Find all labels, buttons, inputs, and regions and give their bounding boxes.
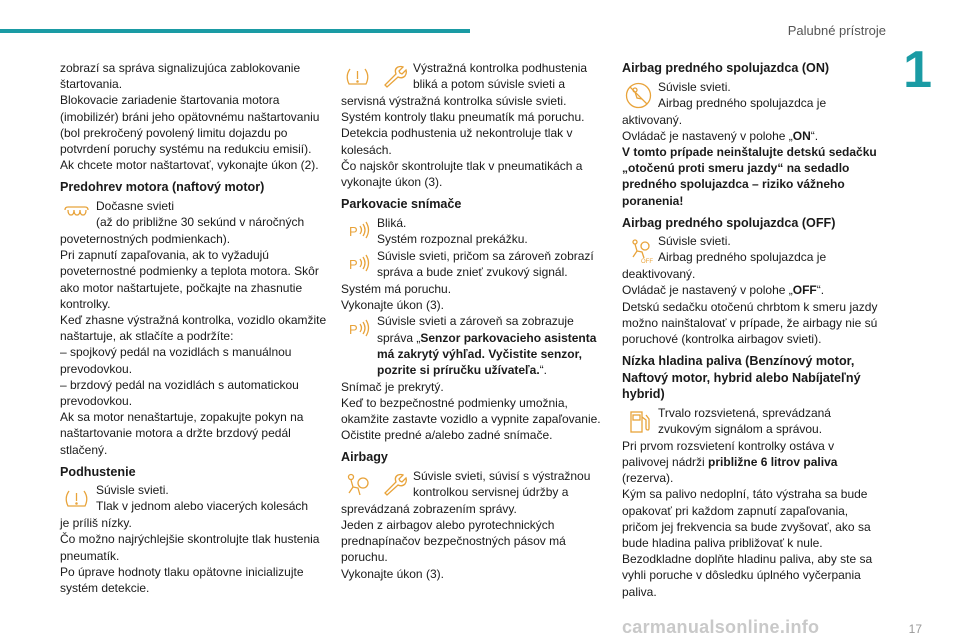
passenger-airbag-off-icon xyxy=(622,233,655,266)
icon-text: kontrolkou servisnej údržby a xyxy=(413,485,569,500)
paragraph: Ak chcete motor naštartovať, vykonajte úkon (2). xyxy=(60,158,319,173)
column-3 xyxy=(622,60,884,600)
column-1 xyxy=(60,60,328,596)
paragraph: Bezodkladne doplňte hladinu paliva, aby ste sa vyhli poruche v dôsledku úplného vyčerpania paliva. xyxy=(622,552,873,599)
sensor-message-paragraph xyxy=(341,330,609,379)
icon-text: Súvisle svieti, súvisí s výstražnou xyxy=(413,468,591,483)
watermark: carmanualsonline.info xyxy=(622,617,820,637)
fuel-row xyxy=(622,405,884,438)
parking-row-a xyxy=(341,215,609,248)
tyre-pressure-icon xyxy=(60,482,93,515)
tyre-pressure-icon xyxy=(341,60,374,93)
icon-text: Súvisle svieti. xyxy=(96,483,169,498)
heading-underinflation: Podhustenie xyxy=(60,464,136,479)
icon-text: Bliká. xyxy=(377,215,407,230)
heading-airbag-on: Airbag predného spolujazdca (ON) xyxy=(622,61,830,75)
svg-text:P: P xyxy=(349,322,358,338)
paragraph: Jeden z airbagov alebo pyrotechnických prednapínačov bezpečnostných pásov má poruchu. xyxy=(341,518,566,565)
icon-text: Trvalo rozsvietená, sprevádzaná xyxy=(658,405,831,420)
icon-text: (až do približne 30 sekúnd v náročných xyxy=(96,215,305,230)
parking-sensor-icon xyxy=(341,248,374,281)
wrench-icon xyxy=(377,60,410,93)
glow-plug-icon xyxy=(60,198,93,231)
parking-row-b xyxy=(341,248,609,281)
parking-sensor-icon xyxy=(341,215,374,248)
icon-text: Súvisle svieti a zároveň sa zobrazuje xyxy=(377,314,574,329)
preheat-row xyxy=(60,198,328,231)
paragraph: Pri zapnutí zapaľovania, ak to vyžadujú poveternostné podmienky a teplota motora. Skôr ako motor naštartujete, počkajte na zhasnutie kontrolky. xyxy=(60,248,319,311)
icon-text: Súvisle svieti, pričom sa zároveň zobrazí xyxy=(377,248,594,263)
text-run: Pri prvom rozsvietení kontrolky ostáva v palivovej nádrži xyxy=(622,438,835,469)
text-run: “. xyxy=(810,128,819,143)
paragraph: Kým sa palivo nedoplní, táto výstraha sa bude opakovať pri každom zapnutí zapaľovania, pričom jej frekvencia sa bude zvyšovať, ako sa bude hladina paliva približovať k nule. xyxy=(622,487,871,550)
section-title: Palubné prístroje xyxy=(787,23,886,38)
paragraph: Snímač je prekrytý. xyxy=(341,379,444,394)
paragraph: sprevádzaná zobrazením správy. xyxy=(341,501,517,516)
paragraph: Vykonajte úkon (3). xyxy=(341,566,444,581)
svg-text:P: P xyxy=(349,223,358,239)
paragraph: – spojkový pedál na vozidlách s manuálnou prevodovkou. xyxy=(60,345,292,376)
header-accent-bar xyxy=(0,29,470,33)
paragraph: Blokovacie zariadenie štartovania motora (imobilizér) bráni jeho opätovnému naštartovaniu (bol prekročený povolený limitu dojazdu po potvrdení poruchy systému na redukciu emisií). xyxy=(60,93,320,157)
parking-sensor-icon xyxy=(341,313,374,346)
paragraph xyxy=(622,128,884,144)
airbags-row xyxy=(341,468,609,501)
paragraph: servisná výstražná kontrolka súvisle svieti. xyxy=(341,94,567,108)
text-run: “. xyxy=(816,283,825,298)
paragraph: je príliš nízky. xyxy=(60,516,132,531)
wrench-icon xyxy=(377,468,410,501)
passenger-airbag-on-icon xyxy=(622,79,655,112)
icon-text: Tlak v jednom alebo viacerých kolesách xyxy=(96,499,309,514)
icon-text: Súvisle svieti. xyxy=(658,234,731,249)
icon-text: Súvisle svieti. xyxy=(658,79,731,94)
heading-preheat: Predohrev motora (naftový motor) xyxy=(60,180,265,195)
paragraph: Čo možno najrýchlejšie skontrolujte tlak hustenia pneumatík. xyxy=(60,532,320,563)
paragraph: poveternostných podmienkach). xyxy=(60,231,231,246)
heading-low-fuel: Nízka hladina paliva (Benzínový motor, Naftový motor, hybrid alebo Nabíjateľný hybrid) xyxy=(622,354,861,402)
tpms-fault-row xyxy=(341,60,609,93)
warning-paragraph xyxy=(622,144,884,209)
icon-text: Výstražná kontrolka podhustenia xyxy=(413,61,588,75)
switch-position: OFF xyxy=(792,283,817,298)
sensor-message: Senzor parkovacieho asistenta má zakrytý výhľad. Vyčistite senzor, pozrite si príručku užívateľa. xyxy=(377,330,597,378)
paragraph: Keď zhasne výstražná kontrolka, vozidlo okamžite naštartuje, ak stlačíte a podržíte: xyxy=(60,312,327,344)
paragraph: Systém kontroly tlaku pneumatík má poruchu. Detekcia podhustenia už nekontroluje tlak v kolesách. xyxy=(341,110,585,157)
fuel-reserve: približne 6 litrov paliva xyxy=(708,454,838,469)
warning-text: V tomto prípade neinštalujte detskú sedačku „otočenú proti smeru jazdy“ na sedadlo predného spolujazdca – riziko vážneho poranenia! xyxy=(622,144,877,208)
heading-airbags: Airbagy xyxy=(341,450,388,465)
paragraph xyxy=(622,438,884,487)
svg-text:OFF: OFF xyxy=(641,259,653,266)
icon-text: Systém rozpoznal prekážku. xyxy=(377,231,528,246)
heading-parking-sensors: Parkovacie snímače xyxy=(341,197,462,212)
icon-text: Airbag predného spolujazdca je xyxy=(658,95,827,110)
paragraph: Očistite predné a/alebo zadné snímače. xyxy=(341,428,553,443)
paragraph: Keď to bezpečnostné podmienky umožnia, okamžite zastavte vozidlo a vypnite zapaľovanie. xyxy=(341,395,601,426)
svg-text:P: P xyxy=(349,256,358,272)
underinflation-row xyxy=(60,482,328,515)
paragraph: Vykonajte úkon (3). xyxy=(341,297,444,312)
column-2 xyxy=(341,60,609,582)
airbag-on-row xyxy=(622,79,884,112)
paragraph: zobrazí sa správa signalizujúca zablokovanie štartovania. xyxy=(60,61,301,92)
airbag-icon xyxy=(341,468,374,501)
heading-airbag-off: Airbag predného spolujazdca (OFF) xyxy=(622,215,836,230)
text-run: Ovládač je nastavený v polohe „ xyxy=(622,283,793,298)
icon-text: bliká a potom súvisle svieti a xyxy=(413,77,566,92)
icon-text: Dočasne svieti xyxy=(96,198,175,213)
paragraph: – brzdový pedál na vozidlách s automatickou prevodovkou. xyxy=(60,377,299,408)
paragraph: deaktivovaný. xyxy=(622,267,696,282)
text-run: Ovládač je nastavený v polohe „ xyxy=(622,128,793,143)
paragraph: aktivovaný. xyxy=(622,112,683,127)
paragraph: Po úprave hodnoty tlaku opätovne inicializujte systém detekcie. xyxy=(60,564,304,596)
icon-text: Airbag predného spolujazdca je xyxy=(658,250,827,265)
chapter-number: 1 xyxy=(903,41,932,99)
paragraph xyxy=(622,282,884,298)
paragraph: Detskú sedačku otočenú chrbtom k smeru jazdy možno nainštalovať v prípade, že airbagy nie sú poruchové (kontrolka airbagov svieti). xyxy=(622,299,878,347)
airbag-off-row xyxy=(622,233,884,266)
page-number: 17 xyxy=(908,622,922,636)
paragraph: Ak sa motor nenaštartuje, zopakujte pokyn na naštartovanie motora a držte brzdový pedál stlačený. xyxy=(60,410,304,457)
switch-position: ON xyxy=(792,128,811,143)
fuel-pump-icon xyxy=(622,405,655,438)
paragraph: Čo najskôr skontrolujte tlak v pneumatikách a vykonajte úkon (3). xyxy=(341,158,583,190)
paragraph: Systém má poruchu. xyxy=(341,281,452,296)
icon-text: správa a bude znieť zvukový signál. xyxy=(377,264,568,279)
text-run: (rezerva). xyxy=(622,471,674,486)
text-run: správa „ xyxy=(377,330,421,345)
text-run: “. xyxy=(539,363,548,378)
icon-text: zvukovým signálom a správou. xyxy=(658,421,823,436)
